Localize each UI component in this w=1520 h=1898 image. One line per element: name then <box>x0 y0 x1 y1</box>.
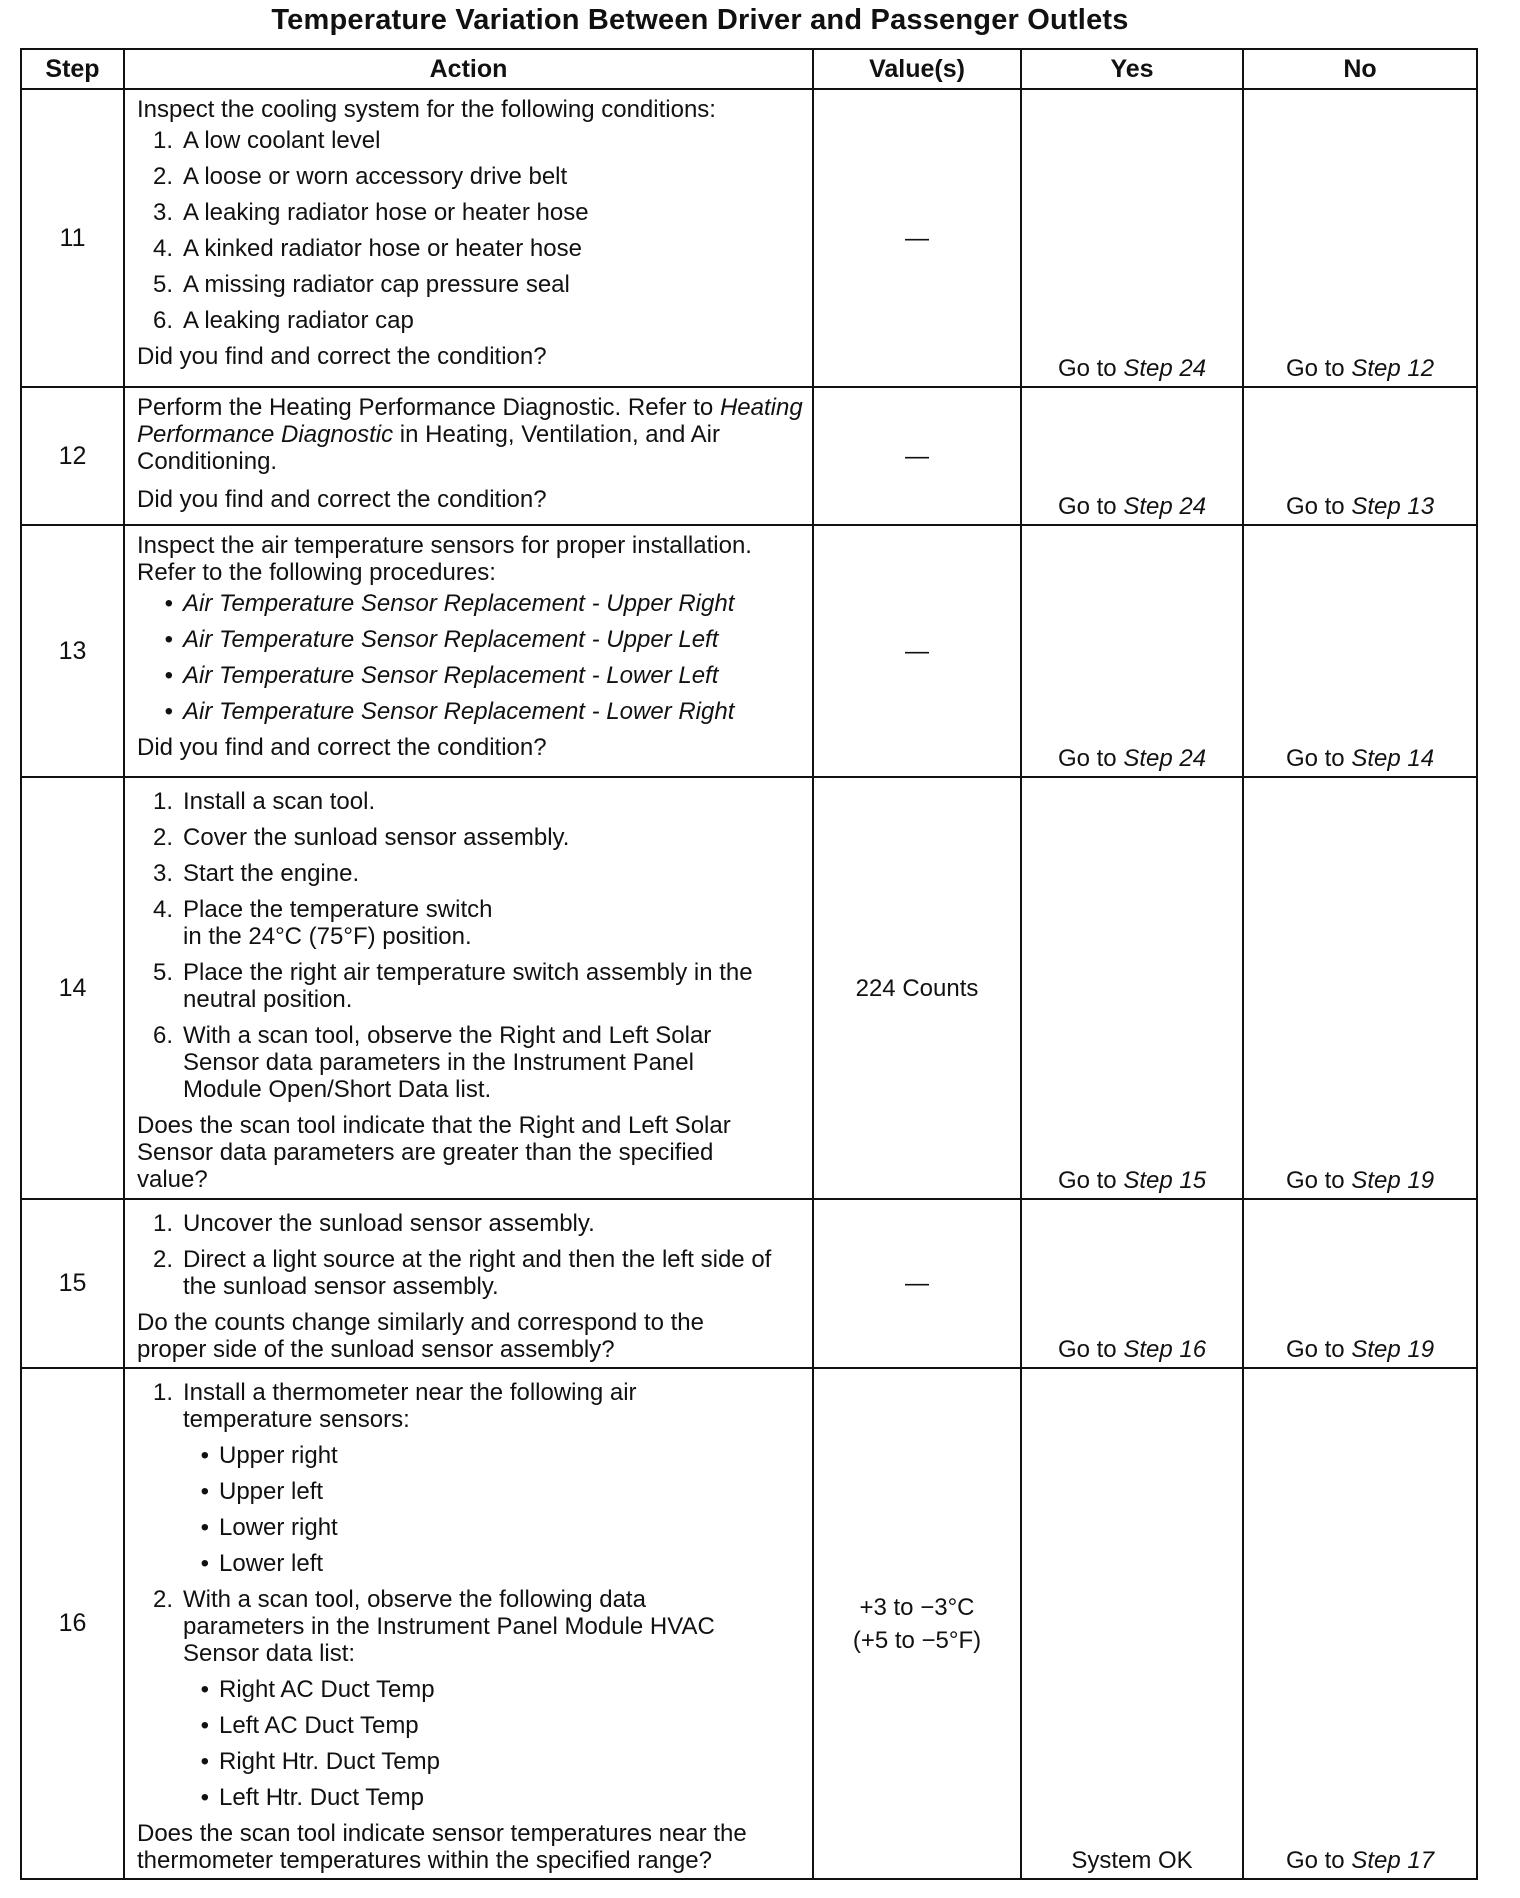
list-text: A missing radiator cap pressure seal <box>183 271 570 298</box>
list-item <box>137 590 804 617</box>
bullet-icon: • <box>200 1442 209 1469</box>
sub-list-item <box>137 1784 804 1811</box>
yes-cell <box>1021 1368 1243 1879</box>
action-question: Does the scan tool indicate that the Right and Left Solar Sensor data parameters are greater than the specified value? <box>137 1112 731 1193</box>
list-number: 2. <box>152 1586 173 1613</box>
bullet-icon: • <box>164 698 173 725</box>
list-number: 1. <box>152 1379 173 1406</box>
document-title: Temperature Variation Between Driver and Passenger Outlets <box>271 4 1129 36</box>
goto-step-link[interactable]: Step 16 <box>1123 1336 1207 1363</box>
procedure-link[interactable]: Air Temperature Sensor Replacement - Upper Left <box>183 626 719 653</box>
goto-step-link[interactable]: Step 15 <box>1123 1167 1207 1194</box>
bullet-icon: • <box>200 1748 209 1775</box>
list-number: 5. <box>152 959 173 986</box>
list-text: A leaking radiator cap <box>183 307 414 334</box>
list-item <box>137 824 804 851</box>
no-cell <box>1243 1199 1477 1368</box>
list-text: Start the engine. <box>183 860 360 887</box>
column-header-yes: Yes <box>1021 49 1243 89</box>
step-number: 12 <box>21 387 124 525</box>
sub-list-item <box>137 1676 804 1703</box>
action-cell <box>124 89 813 387</box>
list-item <box>137 1586 804 1667</box>
action-question: Does the scan tool indicate sensor temperatures near the thermometer temperatures within the specified range? <box>137 1820 747 1874</box>
list-item <box>137 271 804 298</box>
value-cell: — <box>813 387 1021 525</box>
list-text: Cover the sunload sensor assembly. <box>183 824 570 851</box>
list-item <box>137 127 804 154</box>
diagnostic-table <box>20 48 1478 1880</box>
sub-list-item <box>137 1514 804 1541</box>
list-text: Uncover the sunload sensor assembly. <box>183 1210 595 1237</box>
bullet-icon: • <box>200 1712 209 1739</box>
goto-step-link[interactable]: Step 12 <box>1351 355 1435 382</box>
list-text: Place the temperature switch in the 24°C (75°F) position. <box>183 896 493 950</box>
list-number: 1. <box>152 127 173 154</box>
action-question: Do the counts change similarly and correspond to the proper side of the sunload sensor assembly? <box>137 1309 704 1363</box>
goto-step-link[interactable]: Step 19 <box>1351 1336 1435 1363</box>
list-item <box>137 959 804 1013</box>
sub-list-item <box>137 1478 804 1505</box>
procedure-link[interactable]: Air Temperature Sensor Replacement - Lower Left <box>183 662 719 689</box>
intro-text: Perform the Heating Performance Diagnostic. Refer to <box>137 394 714 421</box>
action-cell <box>124 387 813 525</box>
list-text: A loose or worn accessory drive belt <box>183 163 568 190</box>
list-number: 4. <box>152 235 173 262</box>
list-text: With a scan tool, observe the following data parameters in the Instrument Panel Module HVAC Sensor data list: <box>183 1586 715 1667</box>
action-intro <box>137 394 804 475</box>
action-cell <box>124 1199 813 1368</box>
bullet-icon: • <box>200 1550 209 1577</box>
goto-text: Go to <box>1057 745 1124 772</box>
reference-link[interactable]: Heating Performance Diagnostic <box>137 394 803 448</box>
value-cell: — <box>813 1199 1021 1368</box>
list-number: 3. <box>152 199 173 226</box>
yes-cell <box>1021 525 1243 777</box>
value-cell <box>813 1368 1021 1879</box>
action-cell <box>124 1368 813 1879</box>
list-text: Right AC Duct Temp <box>219 1676 435 1703</box>
table-row-step-12 <box>21 387 1477 525</box>
list-item <box>137 163 804 190</box>
list-item <box>137 1022 804 1103</box>
goto-step-link[interactable]: Step 17 <box>1351 1847 1435 1874</box>
result-text: System OK <box>1071 1847 1193 1874</box>
goto-text: Go to <box>1057 1336 1124 1363</box>
goto-text: Go to <box>1285 1336 1352 1363</box>
list-number: 5. <box>152 271 173 298</box>
bullet-icon: • <box>200 1676 209 1703</box>
list-item <box>137 1246 804 1300</box>
list-number: 4. <box>152 896 173 923</box>
yes-cell <box>1021 1199 1243 1368</box>
sub-list-item <box>137 1550 804 1577</box>
action-intro: Inspect the cooling system for the following conditions: <box>137 96 716 123</box>
value-cell: — <box>813 89 1021 387</box>
list-item <box>137 235 804 262</box>
goto-step-link[interactable]: Step 19 <box>1351 1167 1435 1194</box>
no-cell <box>1243 1368 1477 1879</box>
value-fahrenheit: (+5 to −5°F) <box>852 1626 982 1654</box>
list-text: A low coolant level <box>183 127 381 154</box>
list-item <box>137 307 804 334</box>
goto-step-link[interactable]: Step 24 <box>1123 355 1207 382</box>
no-cell <box>1243 387 1477 525</box>
goto-step-link[interactable]: Step 24 <box>1123 745 1207 772</box>
action-intro: Inspect the air temperature sensors for proper installation. Refer to the following procedures: <box>137 532 752 586</box>
table-row-step-16 <box>21 1368 1477 1879</box>
action-question: Did you find and correct the condition? <box>137 486 547 513</box>
bullet-icon: • <box>200 1514 209 1541</box>
step-number: 15 <box>21 1199 124 1368</box>
goto-text: Go to <box>1285 1167 1352 1194</box>
list-number: 6. <box>152 1022 173 1049</box>
bullet-icon: • <box>200 1478 209 1505</box>
list-item <box>137 896 804 950</box>
list-text: Left Htr. Duct Temp <box>219 1784 424 1811</box>
list-number: 1. <box>152 788 173 815</box>
list-text: Lower left <box>219 1550 324 1577</box>
list-item <box>137 626 804 653</box>
step-number: 13 <box>21 525 124 777</box>
goto-step-link[interactable]: Step 13 <box>1351 493 1435 520</box>
list-number: 2. <box>152 1246 173 1273</box>
column-header-step: Step <box>21 49 124 89</box>
list-number: 3. <box>152 860 173 887</box>
list-item <box>137 860 804 887</box>
table-row-step-13 <box>21 525 1477 777</box>
list-item <box>137 1379 804 1433</box>
list-number: 2. <box>152 163 173 190</box>
bullet-icon: • <box>164 590 173 617</box>
bullet-icon: • <box>164 626 173 653</box>
sub-list-item <box>137 1442 804 1469</box>
step-number: 11 <box>21 89 124 387</box>
step-number: 14 <box>21 777 124 1199</box>
list-item <box>137 199 804 226</box>
list-number: 6. <box>152 307 173 334</box>
list-text: Direct a light source at the right and then the left side of the sunload sensor assembly. <box>183 1246 772 1300</box>
action-question: Did you find and correct the condition? <box>137 734 547 761</box>
goto-text: Go to <box>1285 493 1352 520</box>
table-row-step-14 <box>21 777 1477 1199</box>
yes-cell <box>1021 387 1243 525</box>
column-header-action: Action <box>124 49 813 89</box>
goto-text: Go to <box>1285 745 1352 772</box>
bullet-icon: • <box>164 662 173 689</box>
list-item <box>137 662 804 689</box>
list-text: Upper right <box>219 1442 338 1469</box>
step-number: 16 <box>21 1368 124 1879</box>
goto-text: Go to <box>1057 1167 1124 1194</box>
list-number: 2. <box>152 824 173 851</box>
table-row-step-15 <box>21 1199 1477 1368</box>
list-item <box>137 788 804 815</box>
list-text: A leaking radiator hose or heater hose <box>183 199 589 226</box>
list-text: Left AC Duct Temp <box>219 1712 419 1739</box>
list-number: 1. <box>152 1210 173 1237</box>
list-text: Place the right air temperature switch assembly in the neutral position. <box>183 959 753 1013</box>
yes-cell <box>1021 777 1243 1199</box>
sub-list-item <box>137 1712 804 1739</box>
column-header-values: Value(s) <box>813 49 1021 89</box>
list-text: With a scan tool, observe the Right and Left Solar Sensor data parameters in the Instrument Panel Module Open/Short Data list. <box>183 1022 712 1103</box>
list-text: Install a thermometer near the following air temperature sensors: <box>183 1379 637 1433</box>
goto-step-link[interactable]: Step 24 <box>1123 493 1207 520</box>
list-item <box>137 698 804 725</box>
table-header-row <box>21 49 1477 89</box>
goto-step-link[interactable]: Step 14 <box>1351 745 1435 772</box>
bullet-icon: • <box>200 1784 209 1811</box>
no-cell <box>1243 89 1477 387</box>
column-header-no: No <box>1243 49 1477 89</box>
list-text: Install a scan tool. <box>183 788 376 815</box>
value-cell: — <box>813 525 1021 777</box>
value-cell: 224 Counts <box>813 777 1021 1199</box>
procedure-link[interactable]: Air Temperature Sensor Replacement - Lower Right <box>183 698 735 725</box>
goto-text: Go to <box>1285 355 1352 382</box>
action-question: Did you find and correct the condition? <box>137 343 547 370</box>
no-cell <box>1243 777 1477 1199</box>
procedure-link[interactable]: Air Temperature Sensor Replacement - Upper Right <box>183 590 735 617</box>
value-celsius: +3 to −3°C <box>859 1593 975 1621</box>
list-text: Right Htr. Duct Temp <box>219 1748 440 1775</box>
intro-text: in Heating, Ventilation, and Air Conditioning. <box>137 421 721 475</box>
yes-cell <box>1021 89 1243 387</box>
list-text: Upper left <box>219 1478 324 1505</box>
goto-text: Go to <box>1057 355 1124 382</box>
list-text: Lower right <box>219 1514 338 1541</box>
table-row-step-11 <box>21 89 1477 387</box>
action-cell <box>124 777 813 1199</box>
no-cell <box>1243 525 1477 777</box>
goto-text: Go to <box>1285 1847 1352 1874</box>
sub-list-item <box>137 1748 804 1775</box>
list-text: A kinked radiator hose or heater hose <box>183 235 582 262</box>
action-cell <box>124 525 813 777</box>
list-item <box>137 1210 804 1237</box>
goto-text: Go to <box>1057 493 1124 520</box>
